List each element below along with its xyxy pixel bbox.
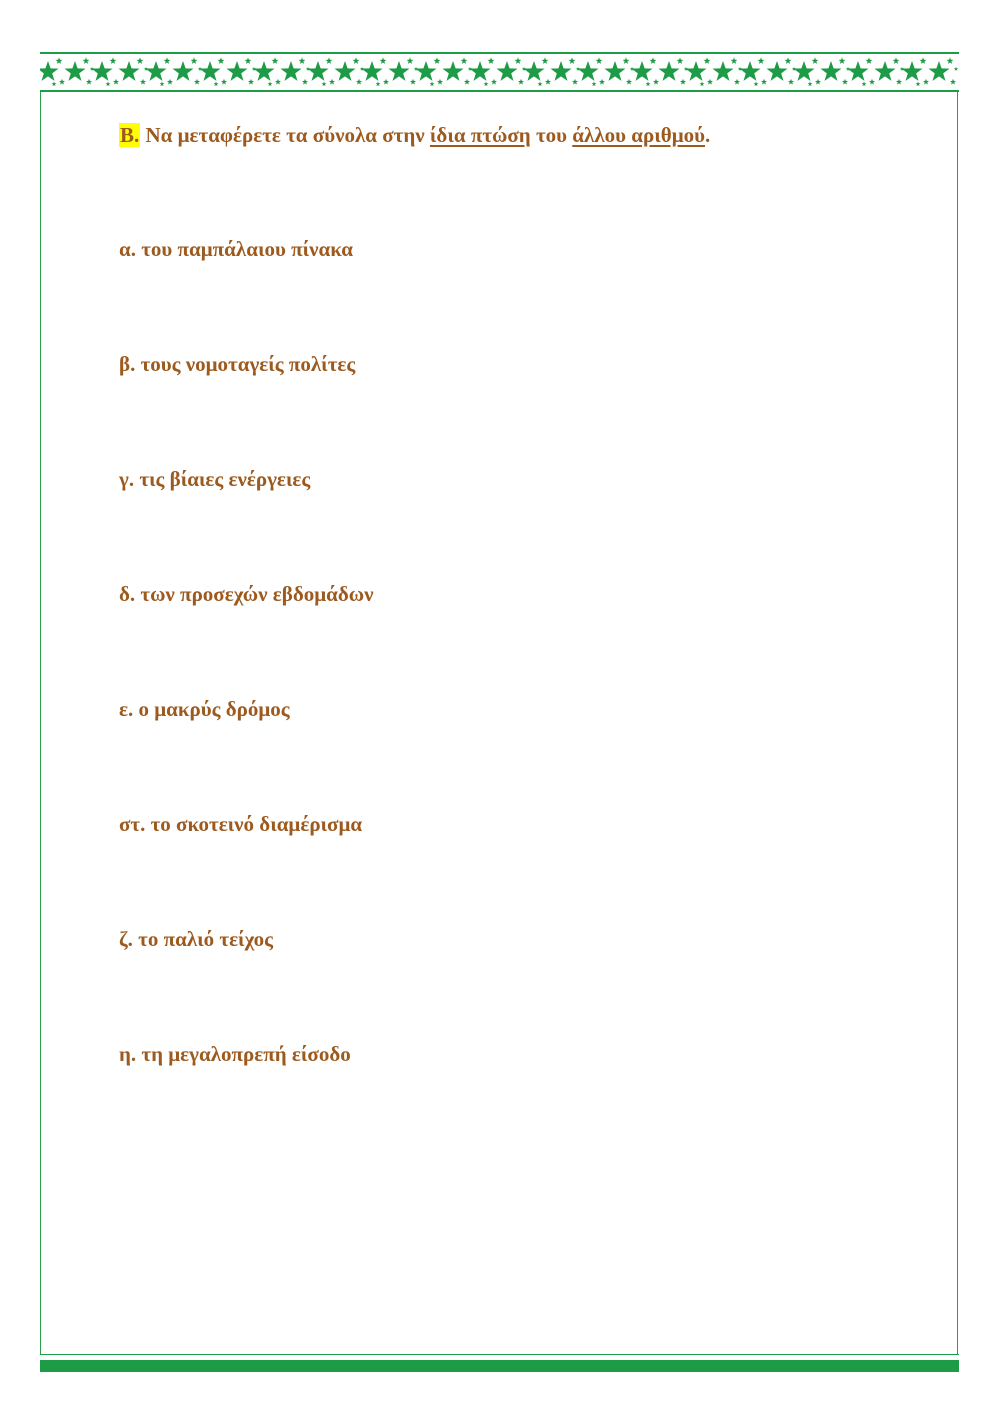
small-star-icon [545,79,551,85]
instruction-underline-case: ίδια πτώση [429,123,531,147]
star-icon [389,61,410,81]
star-icon [173,61,194,81]
small-star-icon [947,57,954,64]
star-icon [686,61,707,81]
small-star-icon [700,81,705,86]
star-icon [335,61,356,81]
small-star-icon [326,57,333,64]
star-icon [740,61,761,81]
bottom-rule [40,1360,959,1372]
exercise-item-a: α. του παμπάλαιου πίνακα [119,237,353,261]
small-star-icon [734,79,740,85]
small-star-icon [113,79,119,85]
star-icon [470,61,491,81]
small-star-icon [353,57,360,64]
small-star-icon [356,79,362,85]
star-icon [40,61,59,81]
small-star-icon [626,79,632,85]
star-icon [713,61,734,81]
exercise-item-d: δ. των προσεχών εβδομάδων [119,582,374,606]
small-star-icon [488,57,495,64]
small-star-icon [484,81,489,86]
star-icon [848,61,869,81]
star-icon [524,61,545,81]
small-star-icon [86,79,92,85]
small-star-icon [56,57,63,64]
small-star-icon [518,79,524,85]
small-star-icon [160,81,165,86]
small-star-icon [437,79,443,85]
small-star-icon [538,81,543,86]
exercise-item-h: η. τη μεγαλοπρεπή είσοδο [119,1042,351,1066]
small-star-icon [464,79,470,85]
small-star-icon [106,81,111,86]
small-star-icon [646,81,651,86]
star-icon [497,61,518,81]
small-star-icon [754,81,759,86]
instruction-line [119,118,919,152]
star-icon [578,61,599,81]
small-star-icon [923,79,929,85]
small-star-icon [380,57,387,64]
small-star-icon [839,57,846,64]
small-star-icon [164,57,171,64]
small-star-icon [407,57,414,64]
small-star-icon [785,57,792,64]
star-icon [902,61,923,81]
small-star-icon [808,81,813,86]
small-star-icon [869,79,875,85]
small-star-icon [653,79,659,85]
star-icon [119,61,140,81]
small-star-icon [572,79,578,85]
small-star-icon [218,57,225,64]
small-star-icon [680,79,686,85]
small-star-icon [272,57,279,64]
star-icon [281,61,302,81]
small-star-icon [707,79,713,85]
star-icon [362,61,383,81]
small-star-icon [950,79,956,85]
star-border-band [40,52,959,92]
small-star-icon [788,79,794,85]
small-star-icon [194,79,200,85]
instruction-text-2: του [535,123,568,147]
small-star-icon [815,79,821,85]
star-icon [443,61,464,81]
star-icon [929,61,950,81]
small-star-icon [245,57,252,64]
small-star-icon [52,81,57,86]
small-star-icon [650,57,657,64]
star-icon [875,61,896,81]
exercise-item-st: στ. το σκοτεινό διαμέρισμα [119,812,363,836]
star-icon [146,61,167,81]
small-star-icon [731,57,738,64]
star-icon [794,61,815,81]
small-star-icon [275,79,281,85]
small-star-icon [461,57,468,64]
exercise-item-e: ε. ο μακρύς δρόμος [119,697,290,721]
exercise-list [119,232,373,1152]
small-star-icon [761,79,767,85]
star-icon [92,61,113,81]
star-icon [254,61,275,81]
small-star-icon [83,57,90,64]
small-star-icon [140,79,146,85]
small-star-icon [191,57,198,64]
small-star-icon [376,81,381,86]
small-star-icon [430,81,435,86]
small-star-icon [599,79,605,85]
small-star-icon [268,81,273,86]
small-star-icon [110,57,117,64]
star-icon [200,61,221,81]
section-label: Β. [120,123,140,147]
small-star-icon [299,57,306,64]
small-star-icon [569,57,576,64]
small-star-icon [329,79,335,85]
star-icon [308,61,329,81]
small-star-icon [758,57,765,64]
small-star-icon [167,79,173,85]
small-star-icon [916,81,921,86]
exercise-item-b: β. τους νομοταγείς πολίτες [119,352,356,376]
star-icon [605,61,626,81]
small-star-icon [214,81,219,86]
small-star-icon [677,57,684,64]
exercise-item-z: ζ. το παλιό τείχος [119,927,274,951]
small-star-icon [221,79,227,85]
small-star-icon [410,79,416,85]
worksheet-content [119,118,919,1066]
instruction-underline-number: άλλου αριθμού [572,123,706,147]
small-star-icon [137,57,144,64]
small-star-icon [704,57,711,64]
small-star-icon [59,79,65,85]
exercise-item-c: γ. τις βίαιες ενέργειες [119,467,311,491]
small-star-icon [920,57,927,64]
small-star-icon [491,79,497,85]
small-star-icon [866,57,873,64]
small-star-icon [434,57,441,64]
star-icon [227,61,248,81]
star-icon [767,61,788,81]
small-star-icon [592,81,597,86]
star-pattern [40,54,959,90]
instruction-period: . [705,123,711,147]
small-star-icon [893,57,900,64]
star-icon [416,61,437,81]
small-star-icon [896,79,902,85]
small-star-icon [515,57,522,64]
star-icon [659,61,680,81]
small-star-icon [302,79,308,85]
bottom-rule-thin [40,1354,959,1355]
star-icon [632,61,653,81]
star-icon [821,61,842,81]
small-star-icon [322,81,327,86]
small-star-icon [812,57,819,64]
star-icon [65,61,86,81]
small-star-icon [542,57,549,64]
small-star-icon [623,57,630,64]
star-icon [551,61,572,81]
small-star-icon [862,81,867,86]
small-star-icon [248,79,254,85]
small-star-icon [383,79,389,85]
small-star-icon [596,57,603,64]
instruction-text-1: Να μεταφέρετε τα σύνολα στην [145,123,425,147]
small-star-icon [842,79,848,85]
small-star-icon [954,67,958,71]
